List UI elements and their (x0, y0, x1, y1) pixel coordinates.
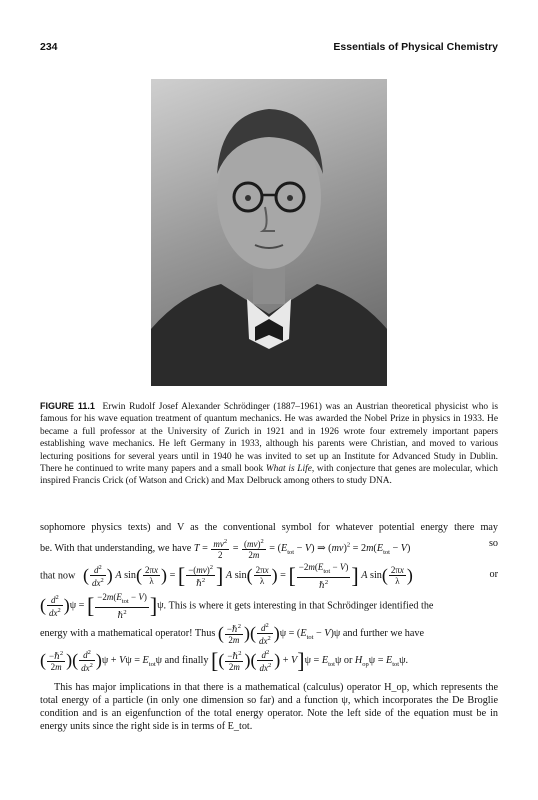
body-line: sophomore physics texts) and V as the conventional symbol for whatever potential energy there may (40, 522, 498, 533)
body-text-span: energy with a mathematical operator! Thus (40, 627, 216, 639)
running-header (40, 41, 498, 55)
book-title: What is Life (265, 464, 312, 475)
running-title: Essentials of Physical Chemistry (333, 41, 498, 53)
operator-form-equation: [( $\frac{-\hbar^2}{2m}$ )( $\frac{d^2}{dx^2}$ ) + $V]\psi = E_{tot}\psi$ (211, 648, 344, 673)
body-line-equation (40, 621, 498, 646)
body-line-equation (40, 592, 498, 620)
body-text-span: that now (40, 570, 76, 582)
body-text-span: and finally (164, 654, 209, 666)
hamiltonian-equation: ( $\frac{-\hbar^2}{2m}$ )( $\frac{d^2}{dx^2}$ )$\psi + V\psi = E_{tot}\psi$ (40, 649, 165, 673)
body-text-span: be. With that understanding, we have (40, 542, 192, 554)
page-number: 234 (40, 41, 58, 53)
body-text-span: or (489, 569, 498, 580)
caption-text: Erwin Rudolf Josef Alexander Schrödinger (1887–1961) was an Austrian theoretical physicist who is famous for his wave equation treatment of quantum mechanics. He was awarded the Nobel Prize in physics in 1933. He became a full professor at the University of Zurich in 1921 and in 1926 wrote four extremely important papers establishing wave mechanics. He left Germany in 1933, although his parents were Christian, and moved to various lecturing positions for several years until in 1940 he was invited to set up an Institute for Advanced Study in Dublin. There he continued to write many papers and a small book (40, 402, 498, 475)
schrodinger-form-equation: ( $\frac{d^2}{dx^2}$ )ψ = [ $\frac{-2m(E_{tot} - V)}{\hbar^2}$ ]ψ (40, 592, 164, 620)
figure-label: FIGURE 11.1 (40, 401, 95, 411)
body-line-equation (40, 562, 498, 590)
body-text-span: or (343, 654, 353, 666)
caption-end: , with conjecture that genes are molecular, which inspired Francis Crick (of Watson and Crick) and Max Delbruck among others to study DNA. (40, 464, 498, 487)
body-line-equation (40, 537, 498, 560)
body-line-equation (40, 648, 498, 673)
body-text-span: so (488, 538, 498, 549)
portrait-photo (151, 79, 387, 386)
figure-caption (40, 400, 498, 488)
operator-equation: ( $\frac{-\hbar^2}{2m}$ )( $\frac{d^2}{dx^2}$ )$\psi = (E_{tot} - V)\psi$ (217, 622, 343, 646)
body-text-span: . This is where it gets interesting in that Schrödinger identified the (163, 600, 434, 612)
body-text-span: and further we have (342, 627, 425, 639)
compact-operator-equation: $H_{op}\psi = E_{tot}\psi$. (354, 654, 409, 668)
portrait-illustration (151, 79, 387, 386)
body-paragraph: This has major implications in that there is a mathematical (calculus) operator H_op, which represents the total energy of a particle (in only one dimension so far) and a function ψ, which incorporates the De Broglie condition and is an eigenfunction of the total energy operator. Note the left side of the equation must be in energy units since the right side is in terms of E_tot. (40, 682, 498, 732)
wave-substitution-equation: ( $\frac{d^2}{dx^2}$ ) A sin( $\frac{2\pi x}{\lambda}$ ) = [ $\frac{-(mv)^2}{\hbar^2}$ ] A sin( $\frac{2\pi x}{\lambda}$ ) = [ $\frac{-2m(E_{tot} - V)}{\hbar^2}$ ] A sin( $\frac{2\pi x}{\lambda}$ ) (83, 562, 413, 590)
kinetic-energy-equation: T = $\frac{mv^2}{2}$ = $\frac{(mv)^2}{2m}$ = $(E_{tot} - V)$ ⇒ $(mv)^2 = 2m(E_{tot} - V)$ (193, 538, 411, 560)
